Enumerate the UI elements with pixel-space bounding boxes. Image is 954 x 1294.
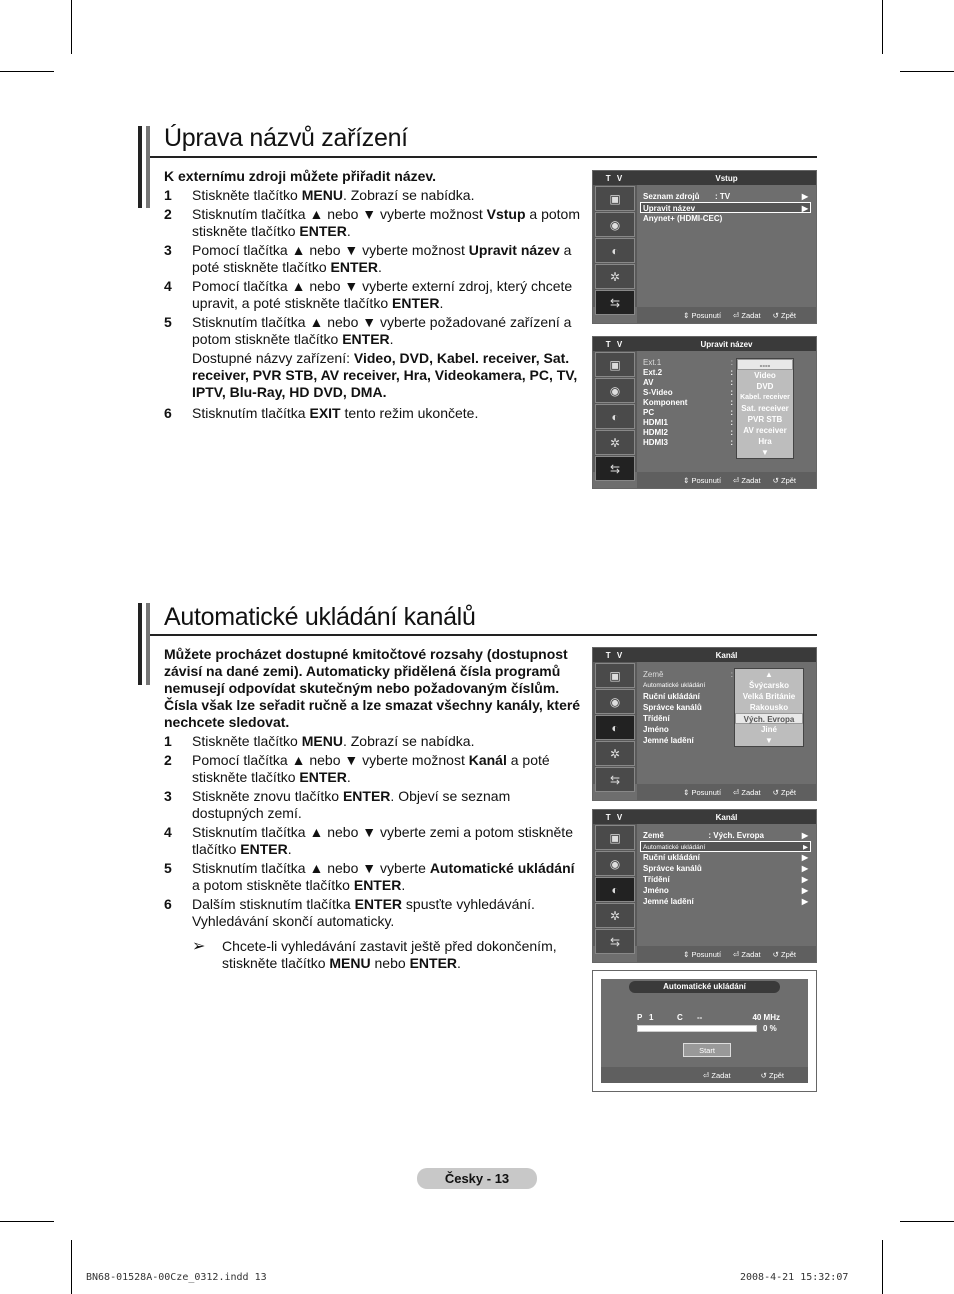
menu-row-selected[interactable]: Automatické ukládání ▶ <box>640 841 811 852</box>
name-dropdown[interactable]: ---- Video DVD Kabel. receiver Sat. receiver PVR STB AV receiver Hra ▼ <box>736 358 794 459</box>
progress-percent: 0 % <box>763 1024 777 1033</box>
dialog-title: Automatické ukládání <box>629 981 780 993</box>
step-1: 1 Stiskněte tlačítko MENU. Zobrazí se nabídka. <box>164 733 475 749</box>
input-icon: ⇆ <box>595 767 635 792</box>
setup-icon: ✲ <box>595 903 635 928</box>
step-2: 2 Stisknutím tlačítka ▲ nebo ▼ vyberte možnost Vstup a potom stiskněte tlačítko ENTER. <box>164 206 580 239</box>
crop-mark <box>0 1221 54 1222</box>
start-button[interactable]: Start <box>683 1043 731 1057</box>
menu-row[interactable]: Jemné ladění ▶ <box>643 897 808 906</box>
menu-row[interactable]: S-Video : <box>643 388 733 397</box>
crop-mark <box>882 1240 883 1294</box>
menu-row[interactable]: PC : <box>643 408 733 417</box>
step-1: 1 Stiskněte tlačítko MENU. Zobrazí se nabídka. <box>164 187 475 203</box>
menu-row[interactable]: HDMI1 : <box>643 418 733 427</box>
crop-mark <box>900 71 954 72</box>
sound-icon: ◉ <box>595 689 635 714</box>
section-bar <box>146 603 150 685</box>
scan-info: P 1 C -- 40 MHz <box>637 1013 780 1022</box>
menu-row[interactable]: Správce kanálů <box>643 703 702 712</box>
menu-row[interactable]: Automatické ukládání <box>643 682 706 689</box>
channel-icon: ◐ <box>595 238 635 263</box>
date-info: 2008-4-21 15:32:07 <box>740 1272 849 1283</box>
menu-row[interactable]: Jméno <box>643 725 669 734</box>
picture-icon: ▣ <box>595 186 635 211</box>
channel-icon: ◐ <box>595 877 635 902</box>
file-info: BN68-01528A-00Cze_0312.indd 13 <box>86 1272 267 1283</box>
step-4: 4 Pomocí tlačítka ▲ nebo ▼ vyberte externí zdroj, který chcete upravit, a poté stiskněte tlačítko ENTER. <box>164 278 573 311</box>
crop-mark <box>71 1240 72 1294</box>
menu-row[interactable]: Ruční ukládání ▶ <box>643 853 808 862</box>
menu-row[interactable]: Správce kanálů ▶ <box>643 864 808 873</box>
section-bar <box>138 603 142 685</box>
picture-icon: ▣ <box>595 663 635 688</box>
menu-row[interactable]: Třídění <box>643 714 670 723</box>
step-3: 3 Pomocí tlačítka ▲ nebo ▼ vyberte možnost Upravit název a poté stiskněte tlačítko ENTER. <box>164 242 572 275</box>
title-rule <box>150 156 817 158</box>
step-2: 2 Pomocí tlačítka ▲ nebo ▼ vyberte možnost Kanál a poté stiskněte tlačítko ENTER. <box>164 752 550 785</box>
menu-row[interactable]: Ext.2 : <box>643 368 733 377</box>
menu-row-selected[interactable]: Upravit název ▶ <box>640 202 811 213</box>
menu-row[interactable]: Země : <box>643 670 733 679</box>
crop-mark <box>900 1221 954 1222</box>
crop-mark <box>71 0 72 54</box>
step-6: 6 Dalším stisknutím tlačítka ENTER spusťte vyhledávání. Vyhledávání skončí automaticky. <box>164 896 535 929</box>
picture-icon: ▣ <box>595 825 635 850</box>
input-icon: ⇆ <box>595 456 635 481</box>
menu-row[interactable]: Seznam zdrojů : TV ▶ <box>643 192 808 201</box>
step-4: 4 Stisknutím tlačítka ▲ nebo ▼ vyberte zemi a potom stiskněte tlačítko ENTER. <box>164 824 573 857</box>
input-icon: ⇆ <box>595 290 635 315</box>
menu-row[interactable]: Anynet+ (HDMI-CEC) <box>643 214 723 223</box>
channel-icon: ◐ <box>595 404 635 429</box>
section-title-2: Automatické ukládání kanálů <box>164 603 476 631</box>
tv-screen-channel: T V Kanál ▣ ◉ ◐ ✲ ⇆ Země : Vých. Evropa ▶ Automatické ukládání ▶ Ruční ukládání ▶ Správce kanálů ▶ Třídění ▶ Jméno ▶ Jemné ladění ▶ ⇕ Posunutí ⏎ Zadat ↺ Zpět <box>592 809 817 963</box>
sound-icon: ◉ <box>595 212 635 237</box>
step-5: 5 Stisknutím tlačítka ▲ nebo ▼ vyberte požadované zařízení a potom stiskněte tlačítko ENTER. Dostupné názvy zařízení: Video, DVD, Kabel. receiver, Sat. receiver, PVR STB, AV receiver, Hra, Videokamera, PC, TV, IPTV, Blu-Ray, HD DVD, DMA. <box>164 314 578 400</box>
picture-icon: ▣ <box>595 352 635 377</box>
section-title-1: Úprava názvů zařízení <box>164 124 408 152</box>
input-icon: ⇆ <box>595 929 635 954</box>
menu-row[interactable]: Jemné ladění <box>643 736 694 745</box>
menu-row[interactable]: Země : Vých. Evropa ▶ <box>643 831 808 840</box>
tv-screen-auto-store: Automatické ukládání P 1 C -- 40 MHz 0 % Start ⏎ Zadat ↺ Zpět <box>592 970 817 1092</box>
menu-row[interactable]: HDMI3 : <box>643 438 733 447</box>
sound-icon: ◉ <box>595 378 635 403</box>
setup-icon: ✲ <box>595 430 635 455</box>
progress-bar <box>637 1025 757 1032</box>
menu-row[interactable]: Ext.1 : <box>643 358 733 367</box>
section1-text <box>164 168 584 422</box>
menu-row[interactable]: Jméno ▶ <box>643 886 808 895</box>
tv-screen-channel-country: T V Kanál ▣ ◉ ◐ ✲ ⇆ Země : Automatické ukládání Ruční ukládání Správce kanálů Třídění Jméno Jemné ladění ▲ Švýcarsko Velká Británie Rakousko Vých. Evropa Jiné ▼ ⇕ Posunutí ⏎ Zadat ↺ Zpět <box>592 647 817 801</box>
title-rule <box>150 634 817 636</box>
menu-row[interactable]: Komponent : <box>643 398 733 407</box>
step-3: 3 Stiskněte znovu tlačítko ENTER. Objeví se seznam dostupných zemí. <box>164 788 511 821</box>
setup-icon: ✲ <box>595 741 635 766</box>
menu-row[interactable]: Třídění ▶ <box>643 875 808 884</box>
tv-screen-input: T V Vstup ▣ ◉ ◐ ✲ ⇆ Seznam zdrojů : TV ▶ Upravit název ▶ Anynet+ (HDMI-CEC) ⇕ Posunutí ⏎ Zadat ↺ Zpět <box>592 170 817 324</box>
note: ➢ Chcete-li vyhledávání zastavit ještě před dokončením, stiskněte tlačítko MENU nebo ENTER. <box>192 938 557 971</box>
intro: Můžete procházet dostupné kmitočtové rozsahy (dostupnost závisí na dané zemi). Automaticky přidělená čísla programů nemusejí odpovídat skutečným nebo požadovaným číslům. Čísla však lze seřadit ručně a lze smazat všechny kanály, které nechcete sledovat. <box>164 646 581 730</box>
page-number: Česky - 13 <box>417 1168 537 1189</box>
crop-mark <box>0 71 54 72</box>
arrow-note-icon: ➢ <box>192 938 206 955</box>
channel-icon: ◐ <box>595 715 635 740</box>
section2-text <box>164 646 584 972</box>
crop-mark <box>882 0 883 54</box>
section-bar <box>146 126 150 208</box>
setup-icon: ✲ <box>595 264 635 289</box>
menu-row[interactable]: Ruční ukládání <box>643 692 700 701</box>
country-dropdown[interactable]: ▲ Švýcarsko Velká Británie Rakousko Vých. Evropa Jiné ▼ <box>734 668 804 747</box>
section-bar <box>138 126 142 208</box>
step-5: 5 Stisknutím tlačítka ▲ nebo ▼ vyberte Automatické ukládání a potom stiskněte tlačítko ENTER. <box>164 860 575 893</box>
step-6: 6 Stisknutím tlačítka EXIT tento režim ukončete. <box>164 405 479 421</box>
menu-row[interactable]: AV : <box>643 378 733 387</box>
tv-screen-edit-name: T V Upravit název ▣ ◉ ◐ ✲ ⇆ Ext.1 : Ext.2 : AV : S-Video : Komponent : PC : HDMI1 : HDMI2 : HDMI3 : ---- Video DVD Kabel. receiver Sat. receiver PVR STB AV receiver Hra ▼ ⇕ Posunutí ⏎ Zadat ↺ Zpět <box>592 336 817 489</box>
intro: K externímu zdroji můžete přiřadit název. <box>164 168 437 184</box>
menu-row[interactable]: HDMI2 : <box>643 428 733 437</box>
sound-icon: ◉ <box>595 851 635 876</box>
